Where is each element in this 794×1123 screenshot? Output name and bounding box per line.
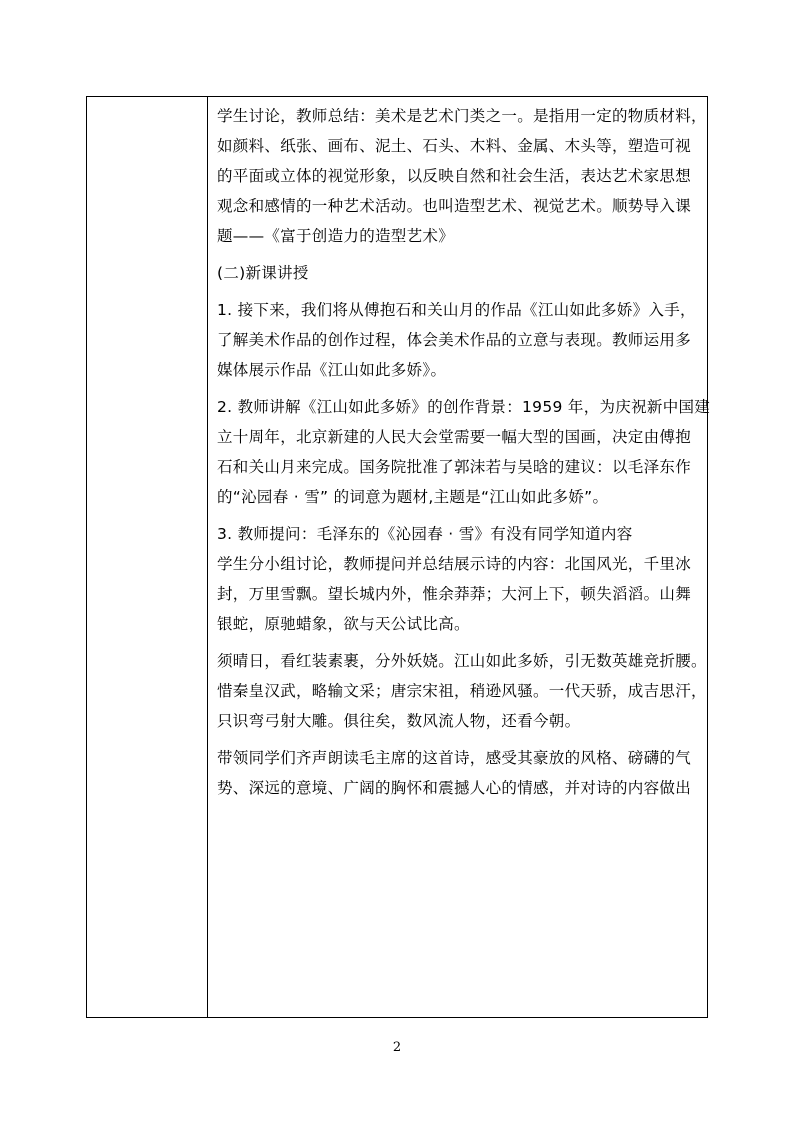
text-line: 学生分小组讨论，教师提问并总结展示诗的内容：北国风光，千里冰 <box>217 555 692 573</box>
paragraph <box>217 258 704 288</box>
paragraph <box>217 101 707 251</box>
column-divider <box>207 97 208 1017</box>
text-line: 的“沁园春 · 雪” 的词意为题材,主题是“江山如此多娇”。 <box>217 488 609 506</box>
paragraph <box>217 646 707 736</box>
page-number: 2 <box>392 1040 402 1055</box>
text-line: 立十周年，北京新建的人民大会堂需要一幅大型的国画，决定由傅抱 <box>217 428 692 446</box>
text-line: 学生讨论，教师总结：美术是艺术门类之一。是指用一定的物质材料， <box>217 107 707 125</box>
paragraph <box>217 519 704 639</box>
paragraph <box>217 392 711 512</box>
text-line: 封，万里雪飘。望长城内外，惟余莽莽；大河上下，顿失滔滔。山舞 <box>217 585 692 603</box>
text-line: 了解美术作品的创作过程，体会美术作品的立意与表现。教师运用多 <box>217 331 692 349</box>
text-line: 1. 接下来，我们将从傅抱石和关山月的作品《江山如此多娇》入手， <box>217 301 696 319</box>
paragraph <box>217 743 704 803</box>
text-line: 的平面或立体的视觉形象，以反映自然和社会生活，表达艺术家思想 <box>217 167 692 185</box>
text-line: 观念和感情的一种艺术活动。也叫造型艺术、视觉艺术。顺势导入课 <box>217 197 692 215</box>
text-line: 石和关山月来完成。国务院批准了郭沫若与吴晗的建议：以毛泽东作 <box>217 458 692 476</box>
paragraph <box>217 295 704 385</box>
text-line: 惜秦皇汉武，略输文采；唐宗宋祖，稍逊风骚。一代天骄，成吉思汗， <box>217 682 707 700</box>
text-line: 须晴日，看红装素裹，分外妖娆。江山如此多娇，引无数英雄竞折腰。 <box>217 652 707 670</box>
text-line: 带领同学们齐声朗读毛主席的这首诗，感受其豪放的风格、磅礴的气 <box>217 749 692 767</box>
text-line: 媒体展示作品《江山如此多娇》。 <box>217 361 447 379</box>
lesson-content-cell <box>217 101 711 803</box>
text-line: 势、深远的意境、广阔的胸怀和震撼人心的情感，并对诗的内容做出 <box>217 779 692 797</box>
text-line: 银蛇，原驰蜡象，欲与天公试比高。 <box>217 615 470 633</box>
text-line: 3. 教师提问：毛泽东的《沁园春 · 雪》有没有同学知道内容 <box>217 525 633 543</box>
text-line: 只识弯弓射大雕。俱往矣，数风流人物，还看今朝。 <box>217 712 581 730</box>
text-line: (二)新课讲授 <box>217 264 309 282</box>
text-line: 如颜料、纸张、画布、泥土、石头、木料、金属、木头等，塑造可视 <box>217 137 692 155</box>
text-line: 题——《富于创造力的造型艺术》 <box>217 227 455 245</box>
lesson-plan-table <box>86 96 711 1018</box>
text-line: 2. 教师讲解《江山如此多娇》的创作背景：1959 年，为庆祝新中国建 <box>217 398 711 416</box>
